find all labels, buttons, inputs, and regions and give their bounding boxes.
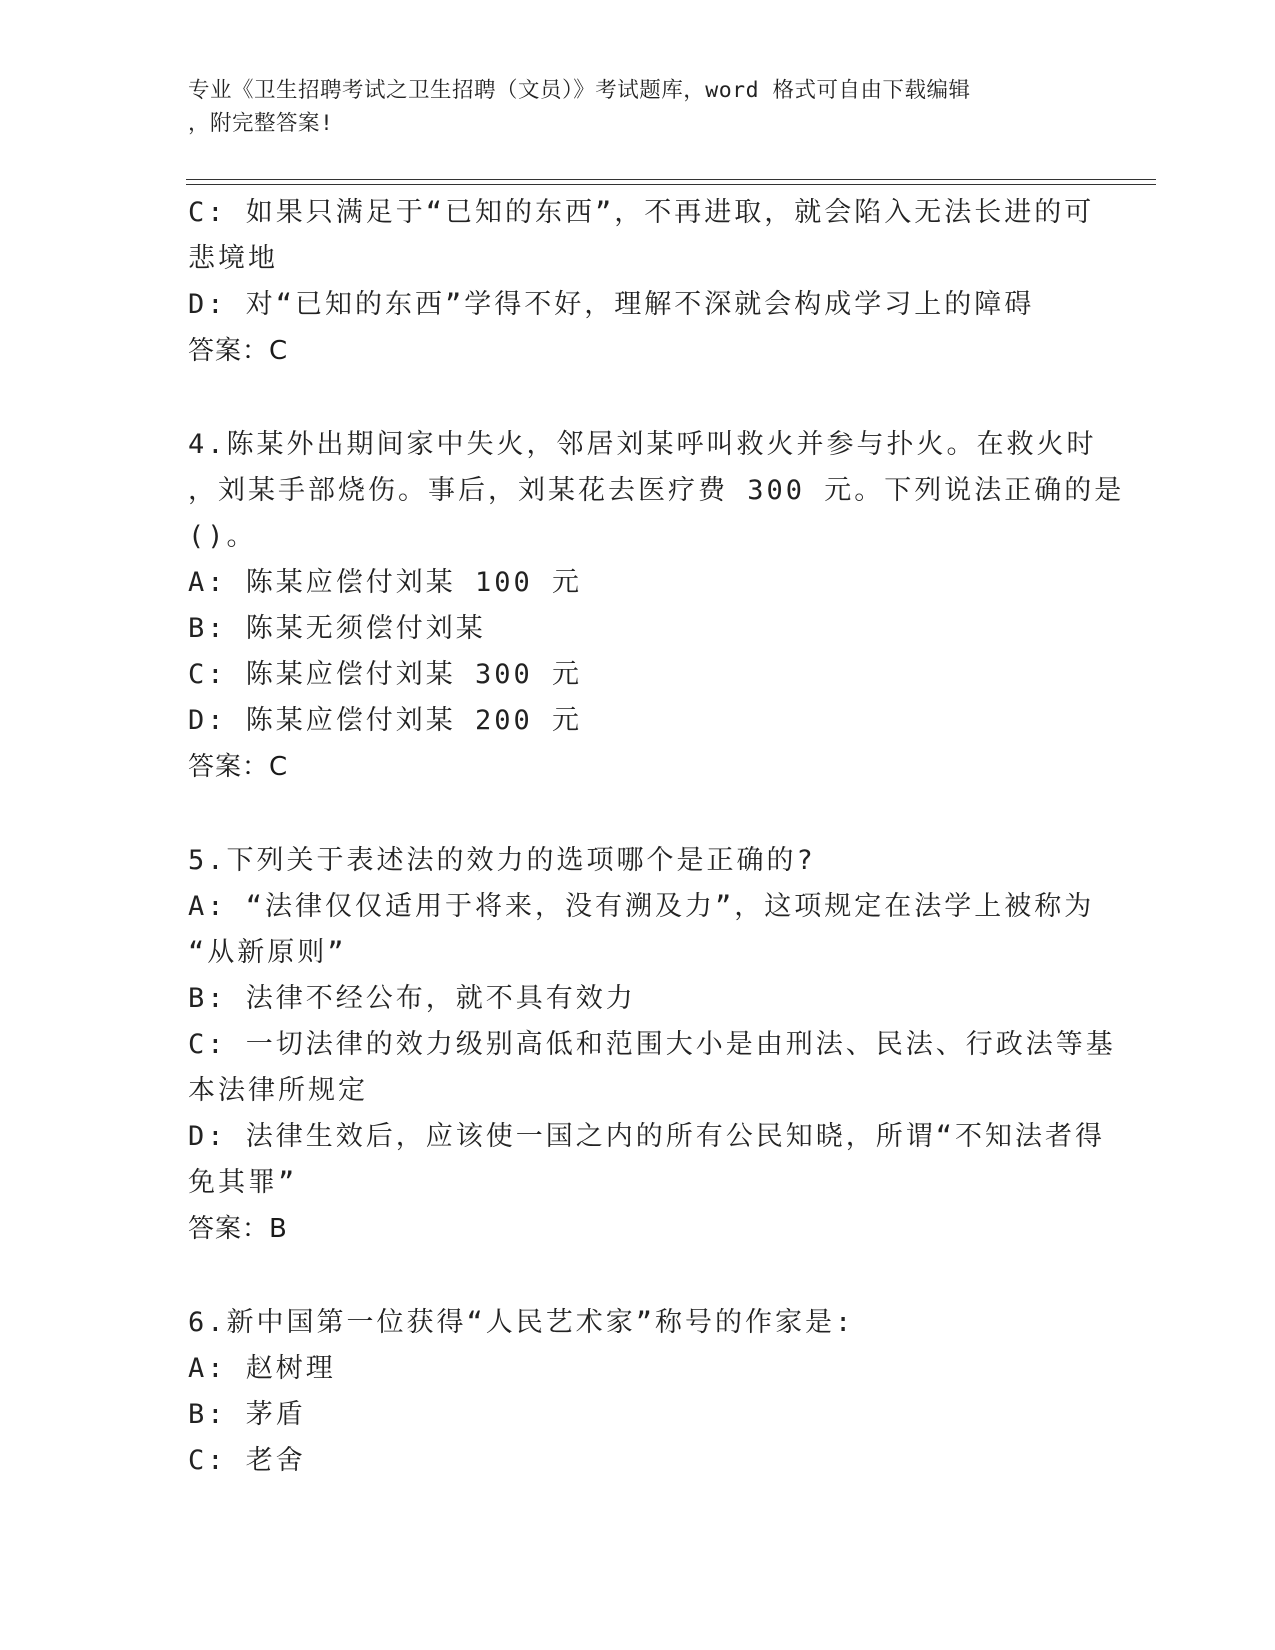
question-block-4 [188,422,1125,790]
option-b: B: 法律不经公布，就不具有效力 [188,983,636,1014]
option-d-continued: 免其罪” [188,1167,298,1198]
question-list [188,190,1125,1484]
question-block-6 [188,1300,1088,1484]
option-d: D: 陈某应偿付刘某 200 元 [188,705,583,736]
option-c-continued: 本法律所规定 [188,1075,368,1106]
option-a: A: 陈某应偿付刘某 100 元 [188,567,583,598]
document-header [188,74,1088,140]
answer-label: 答案：C [188,752,289,782]
option-a-continued: “从新原则” [188,937,347,968]
option-d: D: 对“已知的东西”学得不好，理解不深就会构成学习上的障碍 [188,289,1035,320]
option-d: D: 法律生效后，应该使一国之内的所有公民知晓，所谓“不知法者得 [188,1121,1106,1152]
option-b: B: 茅盾 [188,1399,306,1430]
question-text-continued: ()。 [188,521,257,552]
option-a: A: “法律仅仅适用于将来，没有溯及力”，这项规定在法学上被称为 [188,891,1095,922]
option-c: C: 如果只满足于“已知的东西”，不再进取，就会陷入无法长进的可 [188,197,1095,228]
option-c: C: 陈某应偿付刘某 300 元 [188,659,583,690]
header-divider-bottom [186,184,1156,185]
question-spacer [188,374,1088,422]
header-divider-top [186,179,1156,180]
header-line-1: 专业《卫生招聘考试之卫生招聘（文员）》考试题库，word 格式可自由下载编辑 [188,78,971,103]
option-c: C: 一切法律的效力级别高低和范围大小是由刑法、民法、行政法等基 [188,1029,1116,1060]
question-block-3 [188,190,1095,374]
option-c-continued: 悲境地 [188,243,278,274]
question-text: 6.新中国第一位获得“人民艺术家”称号的作家是: [188,1307,855,1338]
header-line-2: ，附完整答案! [188,111,334,136]
option-b: B: 陈某无须偿付刘某 [188,613,486,644]
option-a: A: 赵树理 [188,1353,336,1384]
answer-label: 答案：B [188,1214,288,1244]
question-text: 4.陈某外出期间家中失火，邻居刘某呼叫救火并参与扑火。在救火时 [188,429,1097,460]
question-text-continued: ，刘某手部烧伤。事后，刘某花去医疗费 300 元。下列说法正确的是 [188,475,1125,506]
question-block-5 [188,838,1116,1252]
answer-label: 答案：C [188,336,289,366]
question-spacer [188,790,1088,838]
question-text: 5.下列关于表述法的效力的选项哪个是正确的? [188,845,816,876]
option-c: C: 老舍 [188,1445,306,1476]
question-spacer [188,1252,1088,1300]
